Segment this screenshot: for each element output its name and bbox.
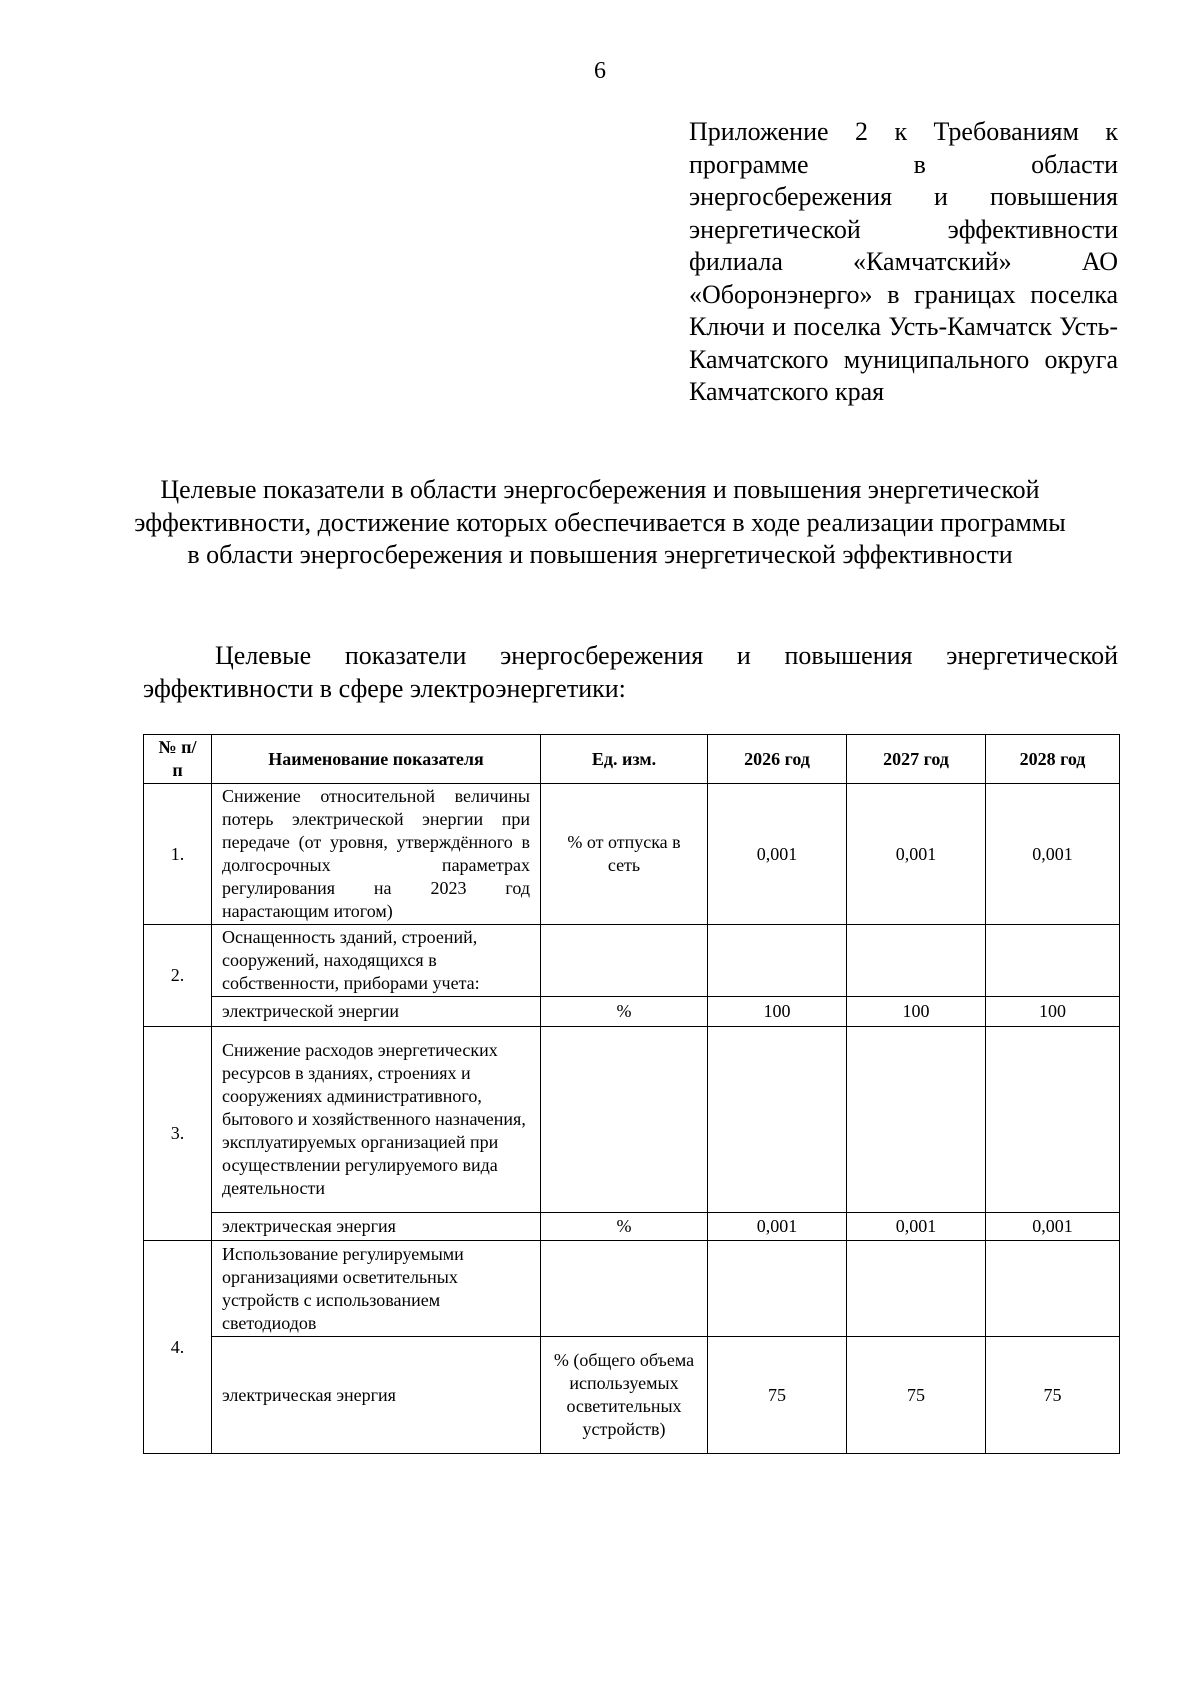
- row-number: 4.: [144, 1241, 212, 1454]
- table-row: [144, 1027, 1120, 1213]
- value-2026: [708, 1241, 847, 1337]
- value-2027: 0,001: [847, 784, 986, 925]
- unit-cell: [541, 1241, 708, 1337]
- value-2026: 75: [708, 1337, 847, 1454]
- table-subrow: [144, 1213, 1120, 1241]
- document-title: Целевые показатели в области энергосбережения и повышения энергетической эффективности, достижение которых обеспечивается в ходе реализации программы в области энергосбережения и повышения энергетической эффективности: [134, 475, 1066, 569]
- row-number: 2.: [144, 925, 212, 1027]
- value-2027: 0,001: [847, 1213, 986, 1241]
- value-2027: [847, 1027, 986, 1213]
- indicator-name: Оснащенность зданий, строений, сооружений, находящихся в собственности, приборами учета:: [212, 925, 541, 997]
- header-2027: 2027 год: [847, 735, 986, 784]
- value-2026: 0,001: [708, 784, 847, 925]
- value-2027: 100: [847, 997, 986, 1027]
- table-row: [144, 784, 1120, 925]
- header-name: Наименование показателя: [212, 735, 541, 784]
- indicators-table: [143, 734, 1120, 1454]
- header-2028: 2028 год: [986, 735, 1120, 784]
- intro-paragraph: Целевые показатели энергосбережения и повышения энергетической эффективности в сфере электроэнергетики:: [143, 641, 1118, 703]
- value-2026: [708, 925, 847, 997]
- indicator-subname: электрической энергии: [212, 997, 541, 1027]
- table-subrow: [144, 1337, 1120, 1454]
- table-row: [144, 925, 1120, 997]
- header-unit: Ед. изм.: [541, 735, 708, 784]
- indicator-name: Снижение расходов энергетических ресурсов в зданиях, строениях и сооружениях административного, бытового и хозяйственного назначения, эксплуатируемых организацией при осуществлении регулируемого вида деятельности: [212, 1027, 541, 1213]
- value-2028: [986, 925, 1120, 997]
- unit-cell: % от отпуска в сеть: [541, 784, 708, 925]
- page-number: 6: [594, 58, 606, 84]
- value-2026: [708, 1027, 847, 1213]
- indicator-name: Использование регулируемыми организациями осветительных устройств с использованием светодиодов: [212, 1241, 541, 1337]
- value-2028: 75: [986, 1337, 1120, 1454]
- row-number: 1.: [144, 784, 212, 925]
- value-2026: 100: [708, 997, 847, 1027]
- value-2026: 0,001: [708, 1213, 847, 1241]
- indicator-subname: электрическая энергия: [212, 1213, 541, 1241]
- appendix-header: Приложение 2 к Требованиям к программе в области энергосбережения и повышения энергетической эффективности филиала «Камчатский» АО «Оборонэнерго» в границах поселка Ключи и поселка Усть-Камчатск Усть-Камчатского муниципального округа Камчатского края: [689, 117, 1118, 406]
- value-2028: [986, 1241, 1120, 1337]
- value-2027: [847, 1241, 986, 1337]
- table-header-row: [144, 735, 1120, 784]
- indicator-subname: электрическая энергия: [212, 1337, 541, 1454]
- unit-cell: %: [541, 1213, 708, 1241]
- unit-cell: %: [541, 997, 708, 1027]
- header-2026: 2026 год: [708, 735, 847, 784]
- header-num: № п/п: [144, 735, 212, 784]
- value-2028: 0,001: [986, 784, 1120, 925]
- indicator-name: Снижение относительной величины потерь электрической энергии при передаче (от уровня, утверждённого в долгосрочных параметрах регулирования на 2023 год нарастающим итогом): [212, 784, 541, 925]
- unit-cell: [541, 925, 708, 997]
- value-2028: [986, 1027, 1120, 1213]
- row-number: 3.: [144, 1027, 212, 1241]
- unit-cell: % (общего объема используемых осветительных устройств): [541, 1337, 708, 1454]
- unit-cell: [541, 1027, 708, 1213]
- table-subrow: [144, 997, 1120, 1027]
- table-row: [144, 1241, 1120, 1337]
- value-2028: 0,001: [986, 1213, 1120, 1241]
- value-2027: [847, 925, 986, 997]
- value-2028: 100: [986, 997, 1120, 1027]
- value-2027: 75: [847, 1337, 986, 1454]
